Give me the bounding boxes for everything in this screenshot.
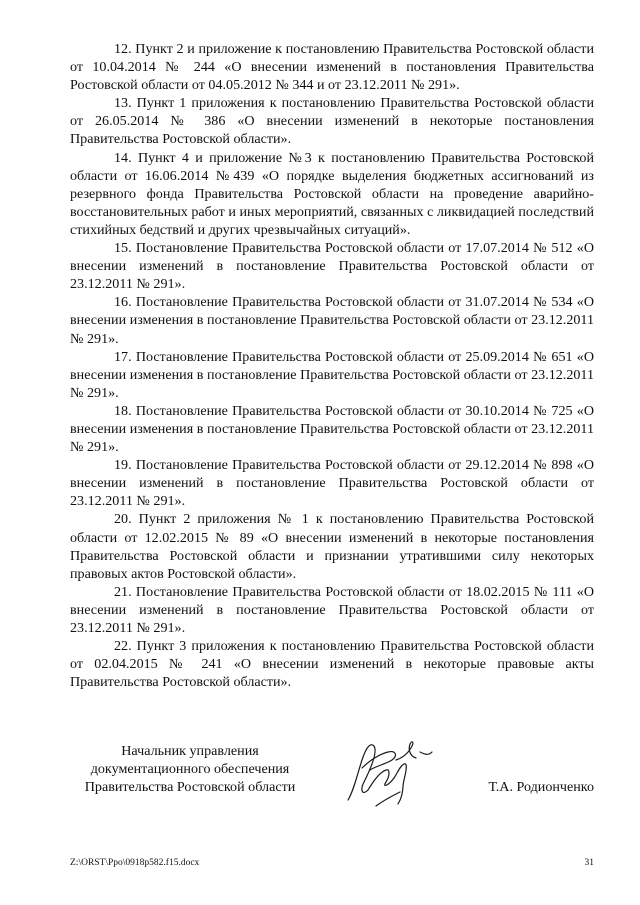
position-line: Начальник управления: [121, 743, 259, 759]
list-item-19: 19. Постановление Правительства Ростовской области от 29.12.2014 № 898 «О внесении изменений в постановление Правительства Ростовской области от 23.12.2011 № 291».: [70, 457, 594, 510]
signature-block: [70, 742, 594, 812]
list-item-14: 14. Пункт 4 и приложение №3 к постановлению Правительства Ростовской области от 16.06.2014 №439 «О порядке выделения бюджетных ассигнований из резервного фонда Правительства Ростовской области на проведение аварийно-восстановительных работ и иных мероприятий, связанных с ликвидацией последствий стихийных бедствий и других чрезвычайных ситуаций».: [70, 149, 594, 238]
list-item-12: 12. Пункт 2 и приложение к постановлению Правительства Ростовской области от 10.04.2014 № 244 «О внесении изменений в постановления Правительства Ростовской области от 04.05.2012 № 344 и от 23.12.2011 № 291».: [70, 41, 594, 94]
page-footer: [70, 856, 594, 870]
list-item-18: 18. Постановление Правительства Ростовской области от 30.10.2014 № 725 «О внесении изменения в постановление Правительства Ростовской области от 23.12.2011 № 291».: [70, 402, 594, 456]
handwritten-signature-icon: [340, 730, 460, 810]
list-item-22: 22. Пункт 3 приложения к постановлению Правительства Ростовской области от 02.04.2015 № 241 «О внесении изменений в некоторые правовые акты Правительства Ростовской области».: [70, 638, 594, 691]
signatory-name: Т.А. Родионченко: [488, 779, 594, 795]
position-line: документационного обеспечения: [90, 761, 290, 778]
page-number: 31: [584, 858, 594, 868]
list-item-17: 17. Постановление Правительства Ростовской области от 25.09.2014 № 651 «О внесении изменения в постановление Правительства Ростовской области от 23.12.2011 № 291».: [70, 348, 594, 401]
document-body: [70, 40, 594, 691]
file-path: Z:\ORST\Ppo\0918p582.f15.docx: [70, 858, 200, 868]
list-item-16: 16. Постановление Правительства Ростовской области от 31.07.2014 № 534 «О внесении изменения в постановление Правительства Ростовской области от 23.12.2011 № 291».: [70, 294, 594, 347]
list-item-20: 20. Пункт 2 приложения № 1 к постановлению Правительства Ростовской области от 12.02.2015 № 89 «О внесении изменений в некоторые постановления Правительства Ростовской области и признании утратившими силу некоторых правовых актов Ростовской области».: [70, 511, 594, 582]
list-item-15: 15. Постановление Правительства Ростовской области от 17.07.2014 № 512 «О внесении изменений в постановление Правительства Ростовской области от 23.12.2011 № 291».: [70, 240, 594, 293]
list-item-21: 21. Постановление Правительства Ростовской области от 18.02.2015 № 111 «О внесении изменений в постановление Правительства Ростовской области от 23.12.2011 № 291».: [70, 583, 594, 636]
signatory-position: [70, 742, 310, 796]
list-item-13: 13. Пункт 1 приложения к постановлению Правительства Ростовской области от 26.05.2014 № 386 «О внесении изменений в некоторые постановления Правительства Ростовской области».: [70, 95, 594, 148]
position-line: Правительства Ростовской области: [84, 779, 296, 796]
